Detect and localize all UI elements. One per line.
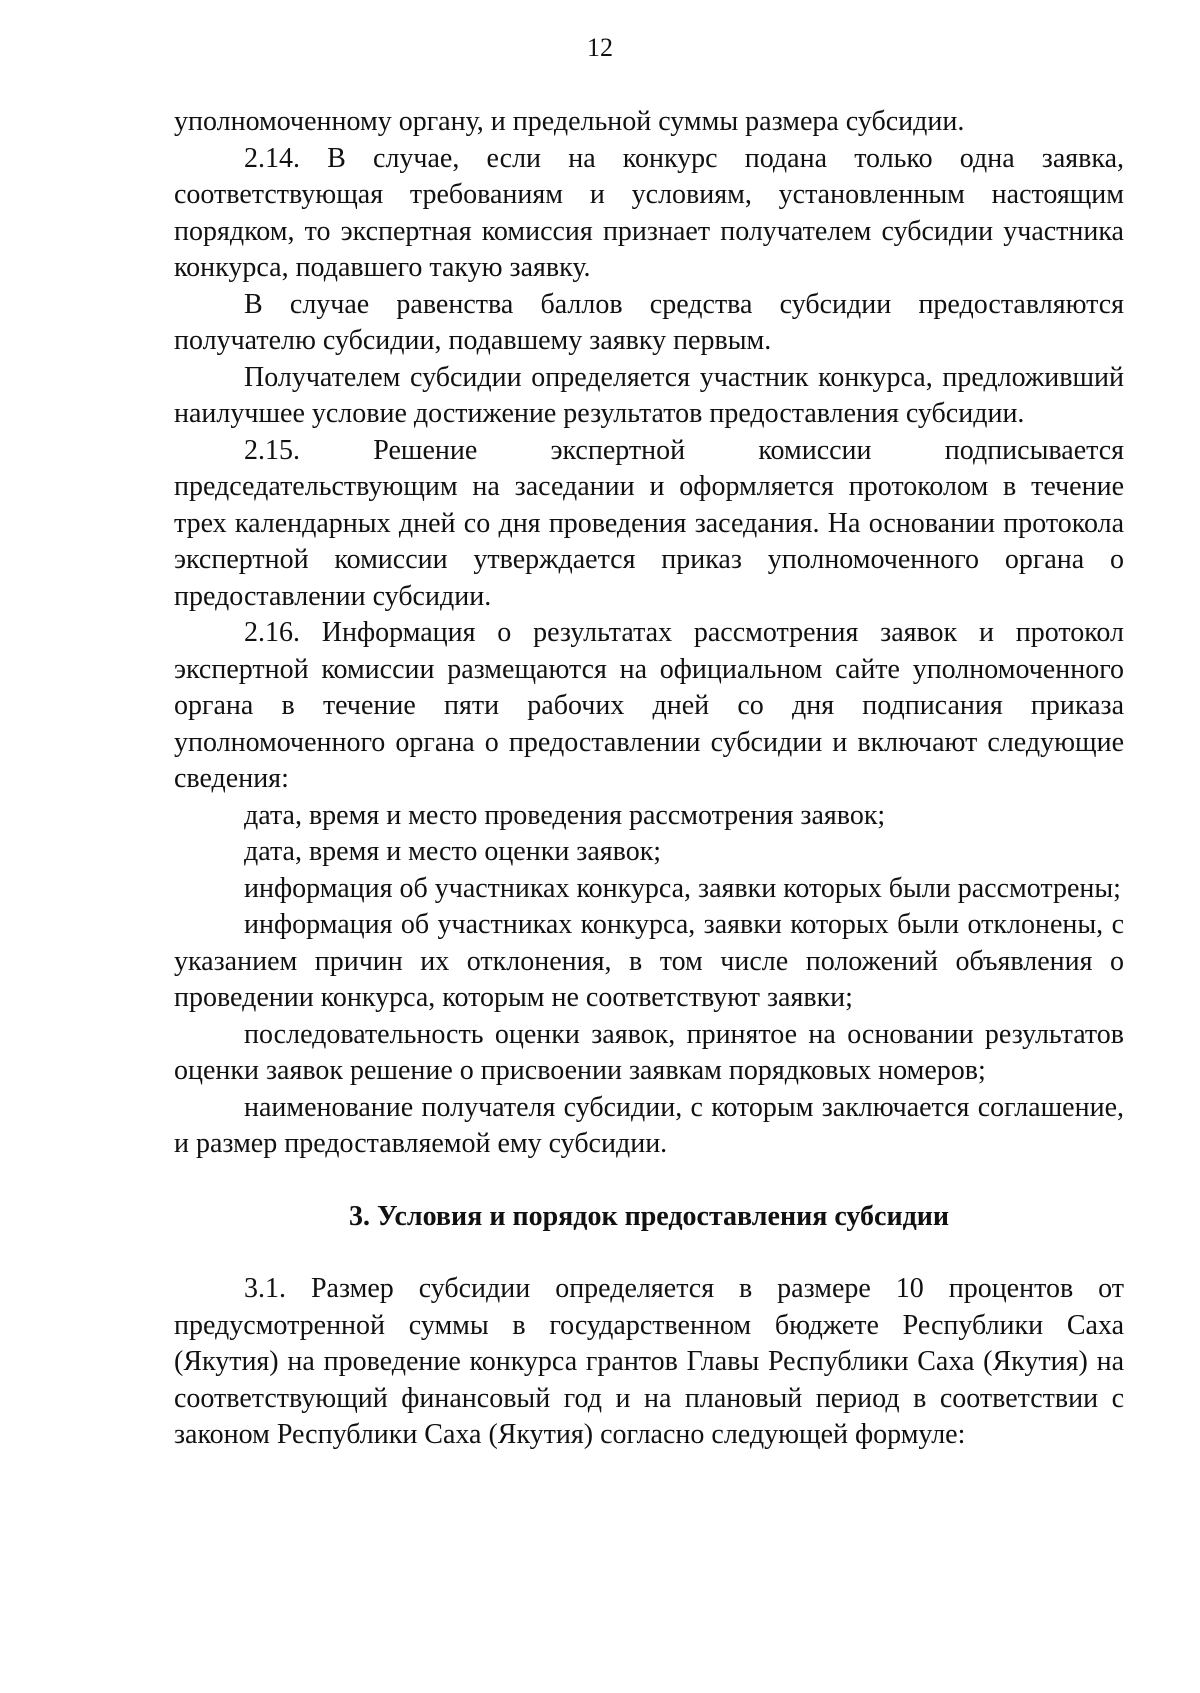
- paragraph-2-16: 2.16. Информация о результатах рассмотрения заявок и протокол экспертной комиссии размещаются на официальном сайте уполномоченного органа в течение пяти рабочих дней со дня подписания приказа уполномоченного органа о предоставлении субсидии и включают следующие сведения:: [174, 617, 1124, 794]
- paragraph: В случае равенства баллов средства субсидии предоставляются получателю субсидии, подавшему заявку первым.: [174, 288, 1124, 356]
- list-item: информация об участниках конкурса, заявки которых были рассмотрены;: [244, 872, 1121, 904]
- list-item: последовательность оценки заявок, принятое на основании результатов оценки заявок решение о присвоении заявкам порядковых номеров;: [174, 1018, 1124, 1086]
- page-number: 12: [587, 33, 613, 62]
- paragraph-2-15: 2.15. Решение экспертной комиссии подписывается председательствующим на заседании и оформляется протоколом в течение трех календарных дней со дня проведения заседания. На основании протокола экспертной комиссии утверждается приказ уполномоченного органа о предоставлении субсидии.: [174, 434, 1124, 612]
- list-item: информация об участниках конкурса, заявки которых были отклонены, с указанием причин их отклонения, в том числе положений объявления о проведении конкурса, которым не соответствуют заявки;: [174, 909, 1124, 1013]
- document-body: [174, 104, 1124, 1454]
- paragraph: Получателем субсидии определяется участник конкурса, предложивший наилучшее условие достижение результатов предоставления субсидии.: [174, 361, 1124, 429]
- paragraph: уполномоченному органу, и предельной суммы размера субсидии.: [174, 106, 965, 137]
- list-item: наименование получателя субсидии, с которым заключается соглашение, и размер предоставляемой ему субсидии.: [174, 1091, 1124, 1159]
- list-item: дата, время и место оценки заявок;: [244, 836, 662, 867]
- paragraph-2-14: 2.14. В случае, если на конкурс подана только одна заявка, соответствующая требованиям и условиям, установленным настоящим порядком, то экспертная комиссия признает получателем субсидии участника конкурса, подавшего такую заявку.: [174, 142, 1124, 283]
- section-heading: 3. Условия и порядок предоставления субсидии: [348, 1200, 950, 1232]
- list-item: дата, время и место проведения рассмотрения заявок;: [244, 799, 886, 831]
- paragraph-3-1: 3.1. Размер субсидии определяется в размере 10 процентов от предусмотренной суммы в государственном бюджете Республики Саха (Якутия) на проведение конкурса грантов Главы Республики Саха (Якутия) на соответствующий финансовый год и на плановый период в соответствии с законом Республики Саха (Якутия) согласно следующей формуле:: [174, 1273, 1124, 1450]
